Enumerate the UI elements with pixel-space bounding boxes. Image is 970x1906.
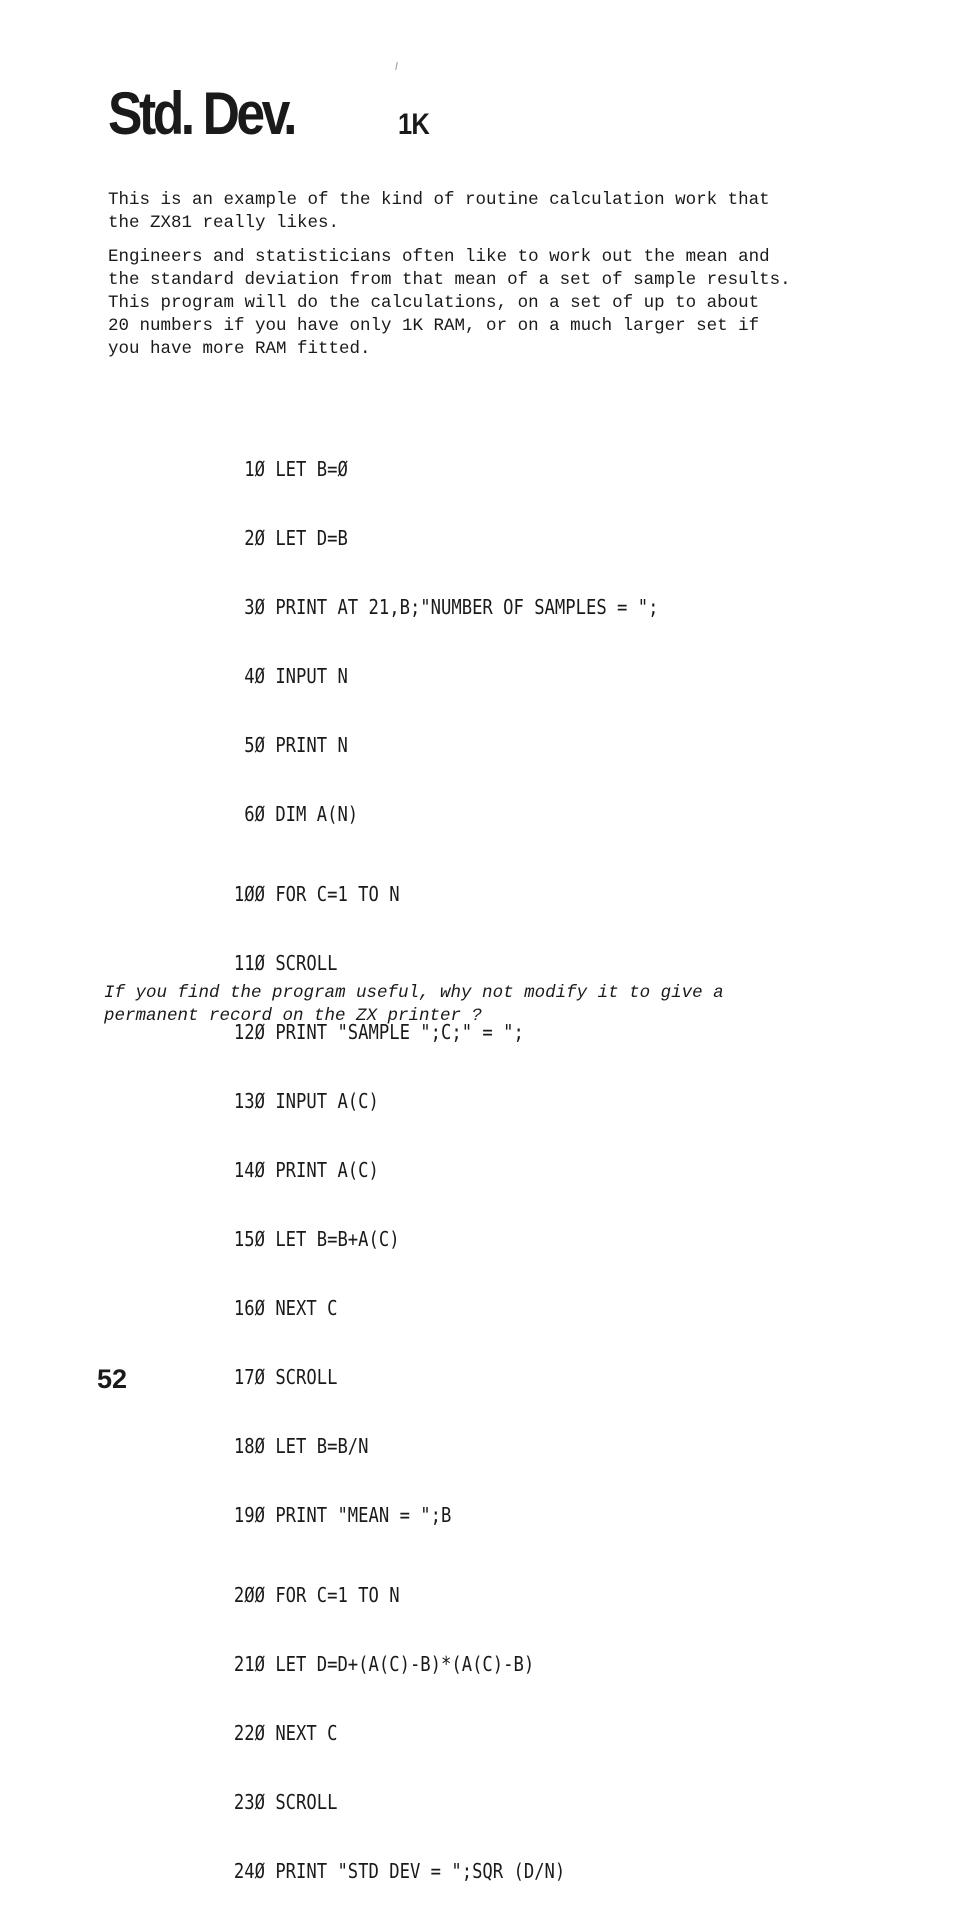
code-line [222, 1504, 658, 1527]
code-line [222, 1090, 658, 1113]
intro-paragraph: Engineers and statisticians often like to work out the mean and the standard deviation from that mean of a set of sample results. This program will do the calculations, on a set of up to about 20 numbers if you have only 1K RAM, or on a much larger set if you have more RAM fitted. [108, 247, 791, 359]
line-number: 23Ø [233, 1790, 265, 1814]
statement: FOR C=1 TO N [275, 882, 400, 906]
code-line [222, 665, 658, 688]
line-number: 19Ø [233, 1503, 265, 1527]
statement: SCROLL [275, 1790, 338, 1814]
code-line [222, 734, 658, 757]
line-number: 14Ø [233, 1158, 265, 1182]
line-number: 12Ø [233, 1020, 265, 1044]
line-number: 21Ø [233, 1652, 265, 1676]
program-listing [222, 412, 658, 1906]
statement: LET B=B/N [275, 1434, 369, 1458]
intro-paragraph: This is an example of the kind of routine calculation work that the ZX81 really likes. [108, 190, 770, 233]
code-line [222, 1860, 658, 1883]
statement: FOR C=1 TO N [275, 1583, 400, 1607]
line-number: 2Ø [244, 526, 265, 550]
code-line [222, 1791, 658, 1814]
statement: PRINT A(C) [275, 1158, 379, 1182]
statement: PRINT AT 21,B;"NUMBER OF SAMPLES = "; [275, 595, 659, 619]
line-number: 15Ø [233, 1227, 265, 1251]
code-line [222, 527, 658, 550]
statement: PRINT "MEAN = ";B [275, 1503, 452, 1527]
line-number: 5Ø [244, 733, 265, 757]
line-number: 11Ø [233, 951, 265, 975]
code-line [222, 596, 658, 619]
code-line [222, 1653, 658, 1676]
code-line [222, 952, 658, 975]
statement: LET D=D+(A(C)-B)*(A(C)-B) [275, 1652, 535, 1676]
statement: LET B=B+A(C) [275, 1227, 400, 1251]
code-line [222, 1159, 658, 1182]
statement: PRINT "STD DEV = ";SQR (D/N) [275, 1859, 566, 1883]
statement: PRINT N [275, 733, 348, 757]
statement: LET B=Ø [275, 457, 348, 481]
statement: SCROLL [275, 951, 338, 975]
memory-requirement-label: 1K [398, 108, 429, 141]
line-number: 2ØØ [233, 1583, 265, 1607]
line-number: 1ØØ [233, 882, 265, 906]
statement: DIM A(N) [275, 802, 359, 826]
line-number: 22Ø [233, 1721, 265, 1745]
line-number: 18Ø [233, 1434, 265, 1458]
line-number: 17Ø [233, 1365, 265, 1389]
line-number: 24Ø [233, 1859, 265, 1883]
line-number: 16Ø [233, 1296, 265, 1320]
statement: LET D=B [275, 526, 348, 550]
page-number: 52 [97, 1364, 128, 1394]
line-number: 4Ø [244, 664, 265, 688]
statement: NEXT C [275, 1296, 338, 1320]
code-line [222, 1722, 658, 1745]
statement: INPUT N [275, 664, 348, 688]
code-line [222, 458, 658, 481]
line-number: 6Ø [244, 802, 265, 826]
statement: PRINT "SAMPLE ";C;" = "; [275, 1020, 524, 1044]
code-line [222, 1435, 658, 1458]
code-line [222, 883, 658, 906]
statement: INPUT A(C) [275, 1089, 379, 1113]
closing-note: If you find the program useful, why not modify it to give a permanent record on the ZX printer ? [104, 983, 724, 1026]
page-title: Std. Dev. [108, 80, 295, 147]
code-line [222, 1228, 658, 1251]
code-line [222, 803, 658, 826]
line-number: 1Ø [244, 457, 265, 481]
code-line [222, 1366, 658, 1389]
code-line [222, 1584, 658, 1607]
line-number: 3Ø [244, 595, 265, 619]
statement: NEXT C [275, 1721, 338, 1745]
statement: SCROLL [275, 1365, 338, 1389]
line-number: 13Ø [233, 1089, 265, 1113]
code-line [222, 1297, 658, 1320]
scan-mark [395, 62, 398, 70]
